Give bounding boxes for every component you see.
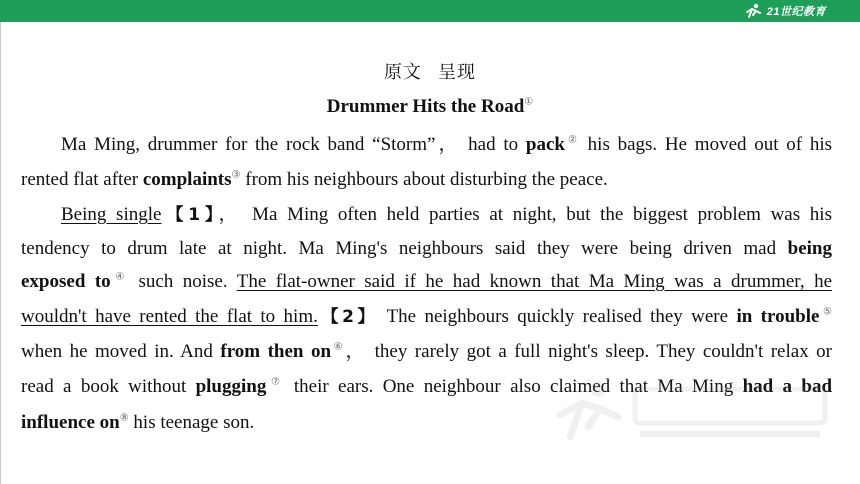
article-title-text: Drummer Hits the Road bbox=[326, 96, 525, 117]
runner-logo-icon bbox=[742, 3, 764, 19]
key-phrase: complaints bbox=[142, 169, 232, 190]
site-logo bbox=[742, 2, 826, 20]
key-phrase: influence on bbox=[21, 412, 120, 433]
left-border bbox=[0, 22, 1, 484]
title-cn-part2: 呈现 bbox=[438, 62, 476, 83]
key-phrase: from then on bbox=[220, 341, 332, 362]
underlined-sentence: wouldn't have rented the flat to him. bbox=[21, 306, 318, 327]
note-marker: ② bbox=[564, 134, 580, 146]
key-phrase: in trouble bbox=[736, 306, 820, 327]
note-marker: ④ bbox=[110, 271, 130, 283]
key-phrase: plugging bbox=[195, 376, 267, 397]
text-line-6: wouldn't have rented the flat to him.【2】 The neighbours quickly realised they were in trouble⑤ bbox=[21, 306, 833, 327]
bracket-marker: 【1】 bbox=[161, 205, 219, 225]
text-line-7: when he moved in. And from then on⑥， they rarely got a full night's sleep. They couldn't relax or bbox=[21, 341, 833, 362]
text-line-8: read a book without plugging⑦ their ears. One neighbour also claimed that Ma Ming had a bad bbox=[21, 376, 833, 397]
key-phrase: pack bbox=[525, 134, 565, 155]
text-line-2: rented flat after complaints③ from his neighbours about disturbing the peace. bbox=[21, 169, 608, 190]
note-marker: ① bbox=[524, 96, 534, 108]
article-title bbox=[0, 96, 860, 118]
key-phrase: being bbox=[787, 238, 833, 259]
key-phrase: had a bad bbox=[742, 376, 833, 397]
section-title-cn bbox=[0, 58, 860, 84]
note-marker: ③ bbox=[231, 169, 241, 181]
key-phrase: exposed to bbox=[21, 271, 111, 292]
note-marker: ⑤ bbox=[819, 306, 833, 318]
top-banner bbox=[0, 0, 860, 22]
watermark-logo-icon bbox=[540, 375, 840, 445]
underlined-sentence: Being single bbox=[61, 204, 162, 225]
logo-text: 21世纪教育 bbox=[766, 6, 826, 18]
text-line-9: influence on⑧ his teenage son. bbox=[21, 412, 255, 433]
text-line-4: tendency to drum late at night. Ma Ming's neighbours said they were being driven mad being bbox=[21, 238, 833, 259]
note-marker: ⑦ bbox=[266, 376, 285, 388]
text-line-1: Ma Ming, drummer for the rock band “Storm”， had to pack② his bags. He moved out of his bbox=[61, 134, 833, 155]
title-cn-part1: 原文 bbox=[384, 62, 422, 83]
text-line-5: exposed to④ such noise. The flat-owner said if he had known that Ma Ming was a drummer, he bbox=[21, 271, 833, 292]
text-line-3: Being single【1】， Ma Ming often held parties at night, but the biggest problem was his bbox=[61, 204, 832, 225]
bracket-marker: 【2】 bbox=[317, 307, 379, 327]
note-marker: ⑥ bbox=[331, 341, 346, 353]
underlined-sentence: The flat-owner said if he had known that Ma Ming was a drummer, he bbox=[236, 271, 833, 292]
note-marker: ⑧ bbox=[119, 412, 129, 424]
